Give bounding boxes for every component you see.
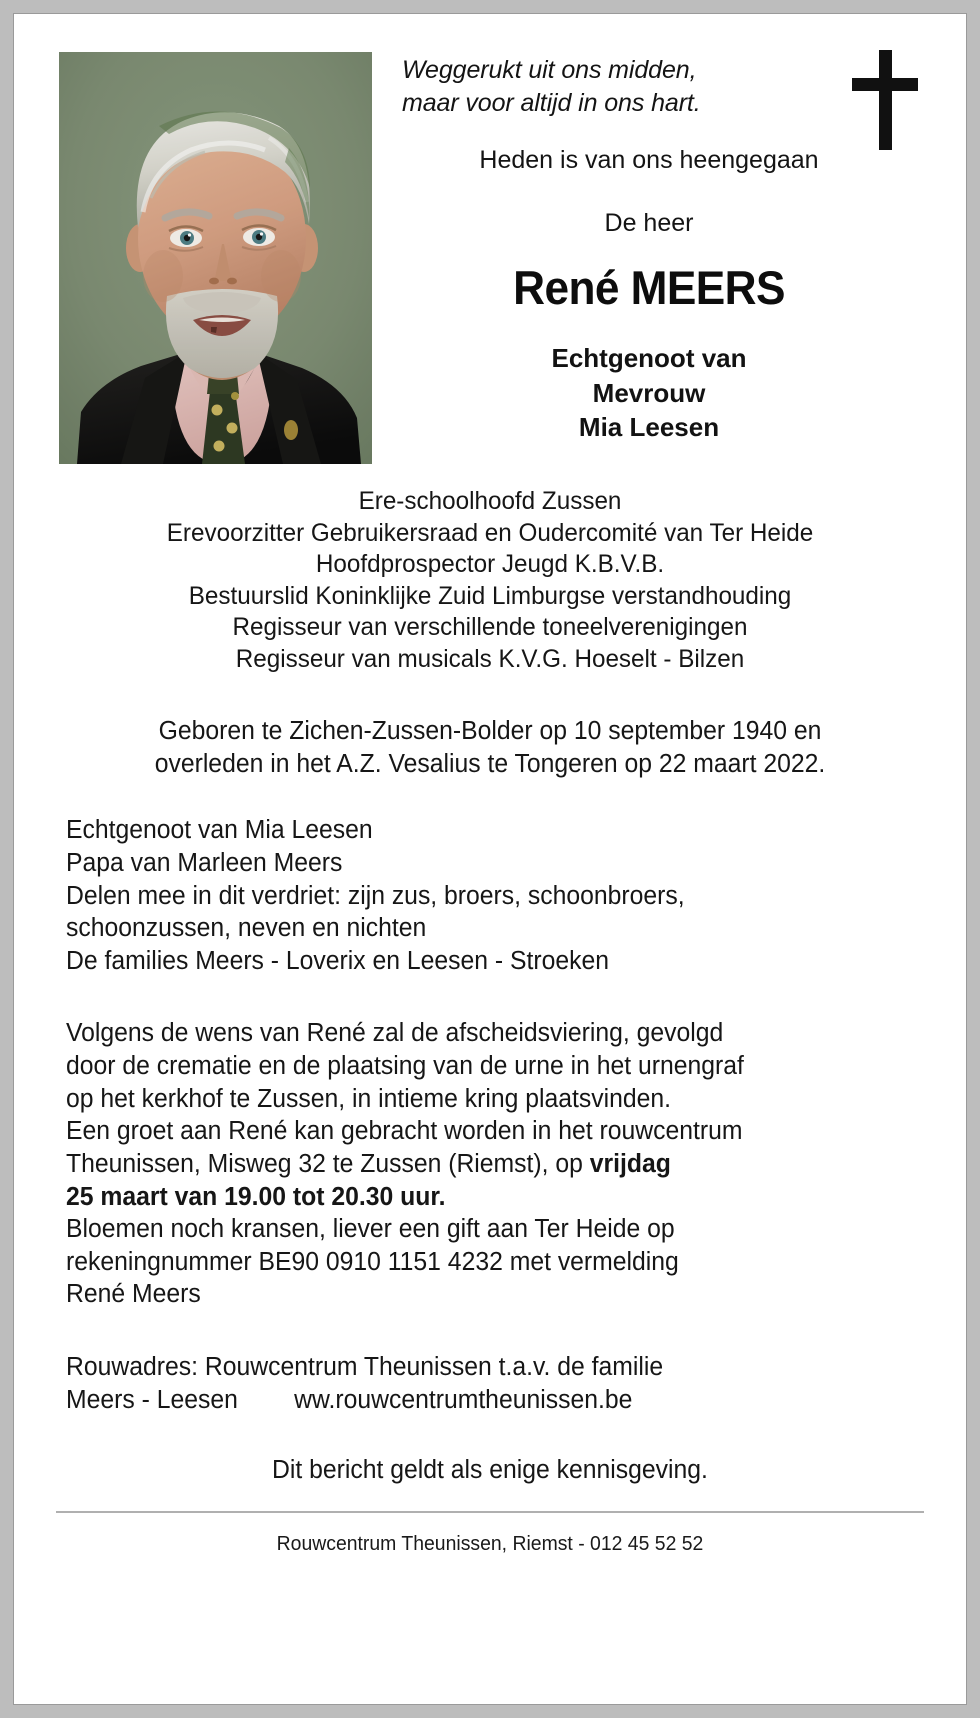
donation-reference-line: René Meers (66, 1280, 201, 1309)
roles-list (28, 486, 951, 675)
spouse-line-1: Echtgenoot van (551, 343, 747, 373)
body-content (14, 715, 966, 1485)
header-block (14, 14, 966, 464)
portrait-illustration (59, 52, 372, 464)
visiting-line-2 (66, 1148, 889, 1181)
quote-line-2: maar voor altijd in ons hart. (402, 89, 701, 117)
visiting-text-normal: Theunissen, Misweg 32 te Zussen (Riemst), op (66, 1149, 590, 1178)
website-link[interactable]: ww.rouwcentrumtheunissen.be (294, 1385, 633, 1414)
donation-line: Bloemen noch kransen, liever een gift aan Ter Heide op (66, 1215, 675, 1244)
spouse-block (394, 341, 904, 445)
birth-line: Geboren te Zichen-Zussen-Bolder op 10 september 1940 en (158, 717, 822, 745)
role-item: Erevoorzitter Gebruikersraad en Oudercomité van Ter Heide (166, 518, 814, 547)
memorial-quote (394, 54, 904, 120)
mourning-address-block (66, 1351, 889, 1416)
family-line: Papa van Marleen Meers (66, 848, 343, 877)
visiting-line-1: Een groet aan René kan gebracht worden in het rouwcentrum (66, 1117, 743, 1146)
funeral-home-footer: Rouwcentrum Theunissen, Riemst - 012 45 52 52 (276, 1533, 704, 1556)
ceremony-block (66, 1017, 889, 1115)
visiting-time-bold: 25 maart van 19.00 tot 20.30 uur. (66, 1182, 446, 1211)
visiting-block (66, 1115, 889, 1213)
ceremony-line: door de crematie en de plaatsing van de urne in het urnengraf (66, 1052, 744, 1080)
announcement-text: Heden is van ons heengegaan (479, 146, 819, 174)
memorial-card (13, 13, 967, 1705)
donation-account-line: rekeningnummer BE90 0910 1151 4232 met vermelding (66, 1247, 679, 1276)
spouse-line-2: Mevrouw (592, 377, 706, 408)
family-block (66, 814, 889, 977)
quote-line-1: Weggerukt uit ons midden, (402, 56, 697, 84)
family-line: Echtgenoot van Mia Leesen (66, 816, 373, 845)
mourning-address-line-2 (66, 1384, 889, 1417)
header-text-column (394, 54, 904, 445)
honorific-text: De heer (604, 209, 694, 237)
family-line: Delen mee in dit verdriet: zijn zus, broers, schoonbroers, (66, 881, 685, 910)
role-item: Bestuurslid Koninklijke Zuid Limburgse verstandhouding (188, 581, 792, 610)
visiting-line-3 (66, 1181, 889, 1214)
family-line: schoonzussen, neven en nichten (66, 914, 427, 943)
role-item: Regisseur van verschillende toneelverenigingen (232, 613, 748, 641)
life-dates (79, 715, 902, 780)
family-names: Meers - Leesen (66, 1385, 238, 1414)
role-item: Ere-schoolhoofd Zussen (358, 487, 622, 515)
portrait-photo (59, 52, 372, 464)
ceremony-line: Volgens de wens van René zal de afscheidsviering, gevolgd (66, 1019, 724, 1048)
closing-statement: Dit bericht geldt als enige kennisgeving. (272, 1456, 708, 1485)
visiting-day-bold: vrijdag (589, 1149, 671, 1178)
role-item: Regisseur van musicals K.V.G. Hoeselt - Bilzen (235, 644, 745, 673)
donation-block (66, 1213, 889, 1311)
spouse-line-3: Mia Leesen (578, 412, 720, 443)
role-item: Hoofdprospector Jeugd K.B.V.B. (315, 550, 665, 578)
death-line: overleden in het A.Z. Vesalius te Tongeren op 22 maart 2022. (154, 749, 826, 778)
deceased-name: René MEERS (513, 261, 785, 314)
ceremony-line: op het kerkhof te Zussen, in intieme kring plaatsvinden. (66, 1084, 671, 1113)
family-line: De families Meers - Loverix en Leesen - Stroeken (66, 946, 610, 975)
footer-divider (56, 1511, 924, 1513)
mourning-address-line-1: Rouwadres: Rouwcentrum Theunissen t.a.v. de familie (66, 1353, 664, 1381)
